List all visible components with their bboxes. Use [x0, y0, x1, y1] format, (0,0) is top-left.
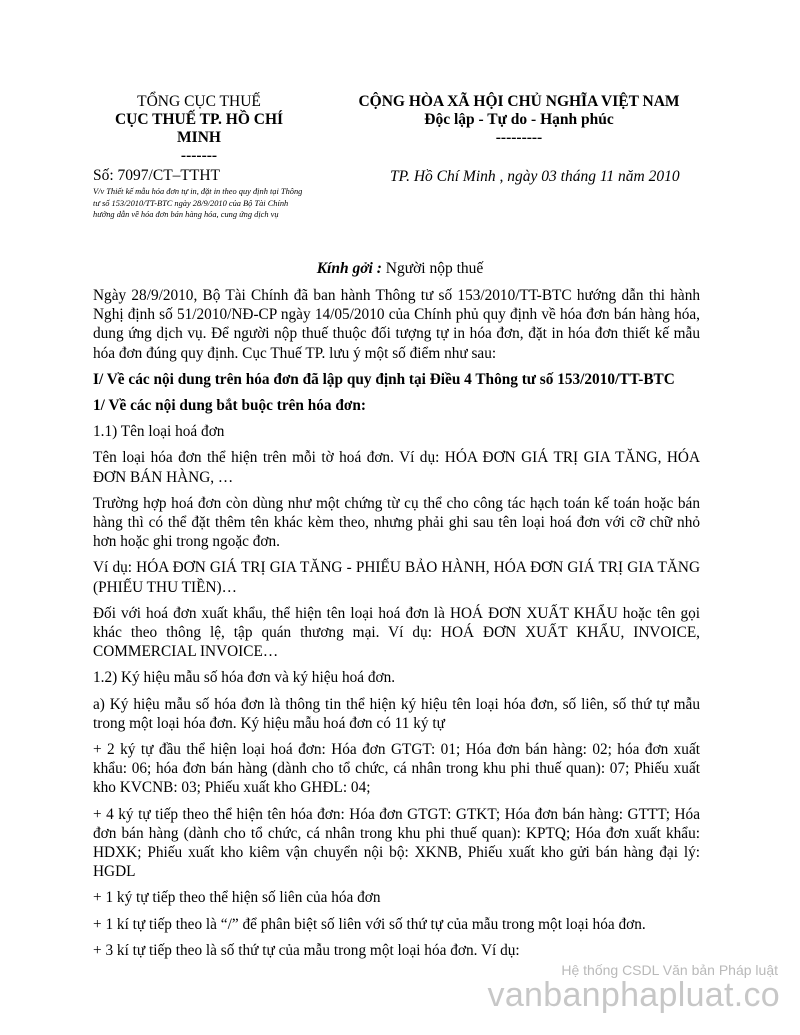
- intro-paragraph: Ngày 28/9/2010, Bộ Tài Chính đã ban hành Thông tư số 153/2010/TT-BTC hướng dẫn thi hành Nghị định số 51/2010/NĐ-CP ngày 14/05/2010 của Chính phủ quy định về hóa đơn bán hàng hóa, dung ứng dịch vụ. Để người nộp thuế thuộc đối tượng tự in hóa đơn, đặt in hóa đơn thiết kế mẫu hóa đơn đúng quy định. Cục Thuế TP. lưu ý một số điểm như sau:: [93, 287, 700, 362]
- watermark-caption: Hệ thống CSDL Văn bản Pháp luật: [561, 962, 778, 978]
- item-heading: 1.2) Ký hiệu mẫu số hóa đơn và ký hiệu hoá đơn.: [93, 669, 396, 687]
- body-paragraph: + 4 ký tự tiếp theo thể hiện tên hóa đơn: Hóa đơn GTGT: GTKT; Hóa đơn bán hàng: GTTT; Hóa đơn bán hàng (dành cho tổ chức, cá nhân trong khu phi thuế quan): KPTQ; Hóa đơn xuất khẩu: HDXK; Phiếu xuất kho kiêm vận chuyển nội bộ: XKNB, Phiếu xuất kho gửi bán hàng đại lý: HGDL: [93, 805, 700, 881]
- document-date: TP. Hồ Chí Minh , ngày 03 tháng 11 năm 2010: [390, 168, 680, 185]
- national-title: CỘNG HÒA XÃ HỘI CHỦ NGHĨA VIỆT NAM: [358, 93, 680, 110]
- recipient-label: Kính gởi :: [316, 260, 382, 277]
- document-number: Số: 7097/CT–TTHT: [93, 167, 221, 184]
- recipient-line: [0, 260, 800, 278]
- body-paragraph: + 2 ký tự đầu thể hiện loại hoá đơn: Hóa đơn GTGT: 01; Hóa đơn bán hàng: 02; hóa đơn xuất khẩu: 06; hóa đơn bán hàng (dành cho tổ chức, cá nhân trong khu phi thuế quan): 07; Phiếu xuất kho KVCNB: 03; Phiếu xuất kho GHĐL: 04;: [93, 741, 700, 797]
- body-paragraph: + 1 kí tự tiếp theo là “/” để phân biệt số liên với số thứ tự của mẫu trong một loại hóa đơn.: [93, 915, 646, 933]
- agency-separator: -------: [180, 147, 218, 164]
- body-paragraph: a) Ký hiệu mẫu số hóa đơn là thông tin thể hiện ký hiệu tên loại hóa đơn, số liên, số thứ tự mẫu trong một loại hóa đơn. Ký hiệu mẫu hoá đơn có 11 ký tự: [93, 695, 700, 732]
- recipient-name: Người nộp thuế: [381, 260, 484, 277]
- agency-name: CỤC THUẾ TP. HỒ CHÍ: [114, 111, 284, 128]
- body-paragraph: Trường hợp hoá đơn còn dùng như một chứng từ cụ thể cho công tác hạch toán kế toán hoặc bán hàng thì có thể đặt thêm tên khác kèm theo, nhưng phải ghi sau tên loại hoá đơn với cỡ chữ nhỏ hơn hoặc ghi trong ngoặc đơn.: [93, 494, 700, 551]
- national-motto: Độc lập - Tự do - Hạnh phúc: [424, 111, 614, 128]
- document-body: [93, 286, 700, 967]
- document-subject: V/v Thiết kế mẫu hóa đơn tự in, đặt in theo quy định tại Thông tư số 153/2010/TT-BTC ngày 28/9/2010 của Bộ Tài Chính hướng dẫn về hóa đơn bán hàng hóa, cung ứng dịch vụ: [93, 187, 303, 219]
- body-paragraph: Tên loại hóa đơn thể hiện trên mỗi tờ hoá đơn. Ví dụ: HÓA ĐƠN GIÁ TRỊ GIA TĂNG, HÓA ĐƠN BÁN HÀNG, …: [93, 449, 700, 486]
- section-heading: I/ Về các nội dung trên hóa đơn đã lập quy định tại Điều 4 Thông tư số 153/2010/TT-BTC: [93, 370, 675, 388]
- agency-parent: TỔNG CỤC THUẾ: [137, 93, 261, 110]
- national-separator: ---------: [495, 129, 543, 146]
- watermark-site: vanbanphapluat.co: [487, 976, 780, 1014]
- agency-name-cont: MINH: [177, 129, 221, 146]
- agency-header: [83, 93, 315, 165]
- body-paragraph: Ví dụ: HÓA ĐƠN GIÁ TRỊ GIA TĂNG - PHIẾU BẢO HÀNH, HÓA ĐƠN GIÁ TRỊ GIA TĂNG (PHIẾU THU TIỀN)…: [93, 559, 700, 596]
- body-paragraph: + 1 ký tự tiếp theo thể hiện số liên của hóa đơn: [93, 889, 381, 907]
- national-header: [318, 93, 720, 147]
- body-paragraph: + 3 kí tự tiếp theo là số thứ tự của mẫu trong một loại hóa đơn. Ví dụ:: [93, 941, 520, 959]
- item-heading: 1.1) Tên loại hoá đơn: [93, 423, 225, 441]
- body-paragraph: Đối với hoá đơn xuất khẩu, thể hiện tên loại hoá đơn là HOÁ ĐƠN XUẤT KHẨU hoặc tên gọi khác theo thông lệ, tập quán thương mại. Ví dụ: HOÁ ĐƠN XUẤT KHẨU, INVOICE, COMMERCIAL INVOICE…: [93, 604, 700, 661]
- subsection-heading: 1/ Về các nội dung bắt buộc trên hóa đơn:: [93, 397, 366, 415]
